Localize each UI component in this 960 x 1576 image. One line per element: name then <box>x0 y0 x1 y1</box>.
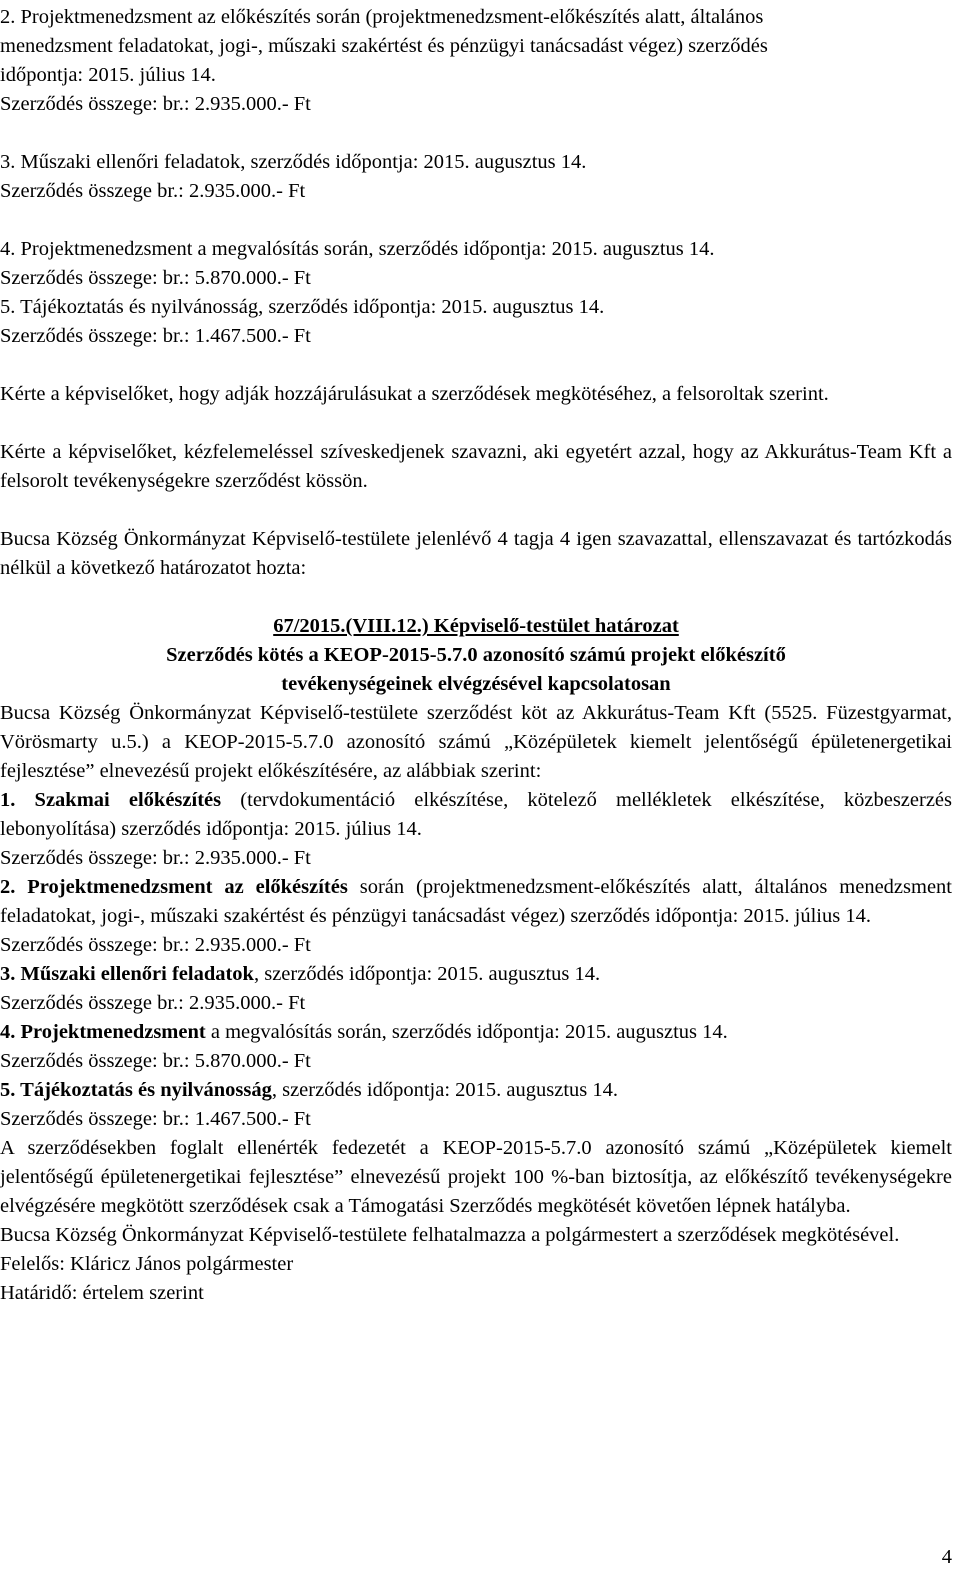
resolution-item-4-sum: Szerződés összege: br.: 5.870.000.- Ft <box>0 1050 311 1072</box>
item-5-number: 5. <box>0 1079 21 1101</box>
top-item-5-sum: Szerződés összege: br.: 1.467.500.- Ft <box>0 325 311 347</box>
resolution-item-5-sum: Szerződés összege: br.: 1.467.500.- Ft <box>0 1108 311 1130</box>
item-2-title: Projektmenedzsment az előkészítés <box>27 876 348 898</box>
item-1-number: 1. <box>0 789 35 811</box>
request-consent-paragraph: Kérte a képviselőket, hogy adják hozzájárulásukat a szerződések megkötéséhez, a felsoroltak szerint. <box>0 383 829 405</box>
authorization-paragraph: Bucsa Község Önkormányzat Képviselő-testülete felhatalmazza a polgármestert a szerződések megkötésével. <box>0 1224 900 1246</box>
resolution-number: 67/2015.(VIII.12.) Képviselő-testület határozat <box>273 615 679 637</box>
resolution-item-3-sum: Szerződés összege br.: 2.935.000.- Ft <box>0 992 306 1014</box>
item-1-title: Szakmai előkészítés <box>34 789 222 811</box>
resolution-item-2 <box>0 873 952 931</box>
top-item-4: 4. Projektmenedzsment a megvalósítás során, szerződés időpontja: 2015. augusztus 14. <box>0 238 715 260</box>
item-5-title: Tájékoztatás és nyilvánosság <box>20 1079 272 1101</box>
item-3-title: Műszaki ellenőri feladatok <box>20 963 254 985</box>
item-2-text: során (projektmenedzsment-előkészítés alatt, általános menedzsment feladatokat, jogi-, műszaki szakértést és pénzügyi tanácsadást végez) szerződés időpontja: 2015. július 14. <box>0 876 953 927</box>
top-item-3: 3. Műszaki ellenőri feladatok, szerződés időpontja: 2015. augusztus 14. <box>0 151 587 173</box>
resolution-item-1-sum: Szerződés összege: br.: 2.935.000.- Ft <box>0 847 311 869</box>
top-item-5: 5. Tájékoztatás és nyilvánosság, szerződés időpontja: 2015. augusztus 14. <box>0 296 605 318</box>
document-page <box>0 3 952 1308</box>
top-item-4-sum: Szerződés összege: br.: 5.870.000.- Ft <box>0 267 311 289</box>
item-4-title: Projektmenedzsment <box>20 1021 206 1043</box>
item-4-number: 4. <box>0 1021 21 1043</box>
page-number: 4 <box>941 1546 952 1568</box>
resolution-intro: Bucsa Község Önkormányzat Képviselő-testülete szerződést köt az Akkurátus-Team Kft (5525. Füzestgyarmat, Vörösmarty u.5.) a KEOP-2015-5.7.0 azonosító számú „Középületek kiemelt jelentőségű épületenergetikai fejlesztése” elnevezésű projekt előkészítésére, az alábbiak szerint: <box>0 702 952 782</box>
top-item-2-sum: Szerződés összege: br.: 2.935.000.- Ft <box>0 93 311 115</box>
top-item-3-sum: Szerződés összege br.: 2.935.000.- Ft <box>0 180 306 202</box>
resolution-item-1 <box>0 786 952 844</box>
request-vote-paragraph: Kérte a képviselőket, kézfelemeléssel szíveskedjenek szavazni, aki egyetért azzal, hogy az Akkurátus-Team Kft a felsorolt tevékenységekre szerződést kössön. <box>0 441 952 492</box>
top-item-2-line-1: 2. Projektmenedzsment az előkészítés során (projektmenedzsment-előkészítés alatt, általános <box>0 6 764 28</box>
item-2-number: 2. <box>0 876 28 898</box>
top-item-2-line-2: menedzsment feladatokat, jogi-, műszaki szakértést és pénzügyi tanácsadást végez) szerződés <box>0 35 768 57</box>
item-4-text: a megvalósítás során, szerződés időpontja: 2015. augusztus 14. <box>205 1021 728 1043</box>
item-5-text: , szerződés időpontja: 2015. augusztus 14. <box>271 1079 619 1101</box>
resolution-item-2-sum: Szerződés összege: br.: 2.935.000.- Ft <box>0 934 311 956</box>
deadline-line: Határidő: értelem szerint <box>0 1282 204 1304</box>
funding-paragraph: A szerződésekben foglalt ellenérték fedezetét a KEOP-2015-5.7.0 azonosító számú „Középületek kiemelt jelentőségű épületenergetikai fejlesztése” elnevezésű projekt 100 %-ban biztosítja, az előkészítő tevékenységekre elvégzésére megkötött szerződések csak a Támogatási Szerződés megkötését követően lépnek hatályba. <box>0 1137 952 1217</box>
resolution-subject-line-1: Szerződés kötés a KEOP-2015-5.7.0 azonosító számú projekt előkészítő <box>166 644 786 666</box>
resolution-item-4 <box>0 1018 952 1047</box>
resolution-subject-line-2: tevékenységeinek elvégzésével kapcsolatosan <box>281 673 671 695</box>
item-3-number: 3. <box>0 963 21 985</box>
resolution-item-5 <box>0 1076 952 1105</box>
resolution-item-3 <box>0 960 952 989</box>
top-item-2-line-3: időpontja: 2015. július 14. <box>0 64 216 86</box>
responsible-line: Felelős: Kláricz János polgármester <box>0 1253 294 1275</box>
item-1-text: (tervdokumentáció elkészítése, kötelező mellékletek elkészítése, közbeszerzés lebonyolítása) szerződés időpontja: 2015. július 14. <box>0 789 952 840</box>
item-3-text: , szerződés időpontja: 2015. augusztus 14. <box>253 963 601 985</box>
vote-result-paragraph: Bucsa Község Önkormányzat Képviselő-testülete jelenlévő 4 tagja 4 igen szavazattal, ellenszavazat és tartózkodás nélkül a következő határozatot hozta: <box>0 528 952 579</box>
